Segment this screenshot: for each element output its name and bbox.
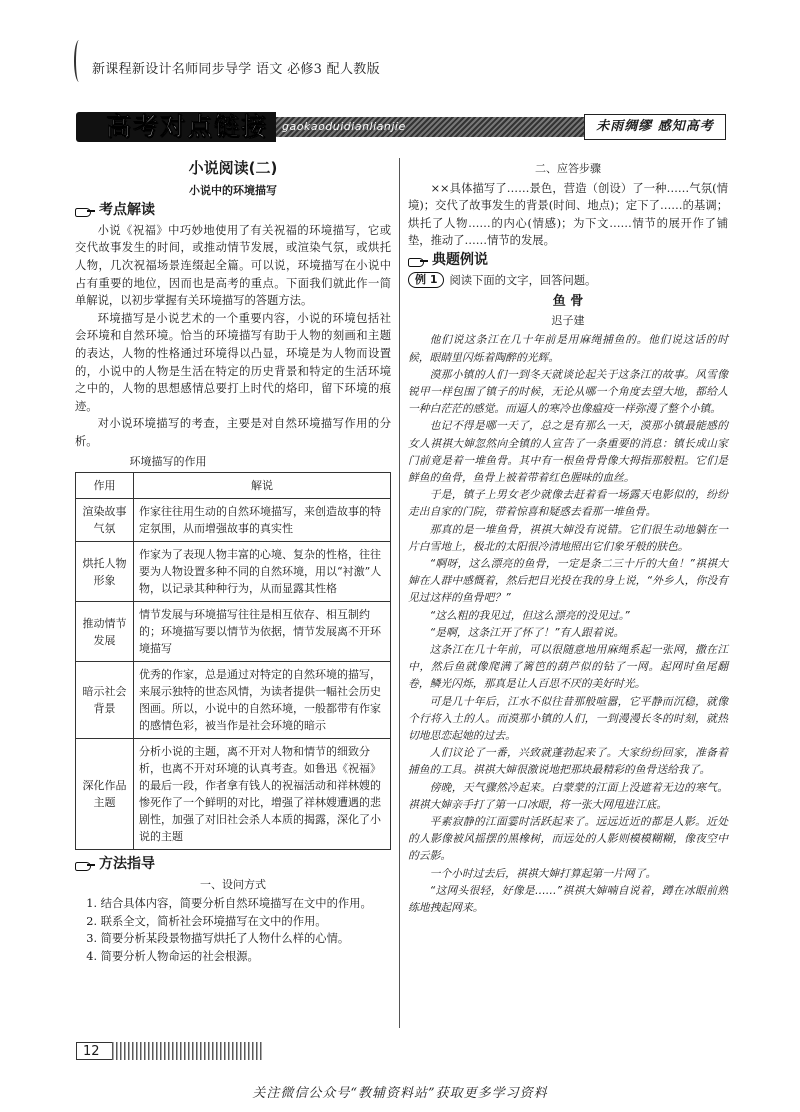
column-divider [399, 158, 400, 1028]
page-number: 12 [76, 1042, 112, 1060]
running-header: 新课程新设计名师同步导学 语文 必修3 配人教版 [92, 62, 380, 77]
example-intro [408, 272, 728, 290]
paragraph: 环境描写是小说艺术的一个重要内容，小说的环境包括社会环境和自然环境。恰当的环境描写有助于人物的刻画和主题的表达，人物的性格通过环境得以凸显，环境是为人物而设置的，小说中的人物是生活在特定的历史背景和特定的生活环境之中的，人物的思想感情总要打上时代的烙印，留下环境的痕迹。 [75, 311, 391, 413]
section-banner [76, 112, 726, 142]
story-paragraph: 一个小时过去后，祺祺大婶打算起第一片网了。 [429, 866, 657, 880]
story-paragraph: “是啊，这条江开了怀了！”有人跟着说。 [429, 625, 625, 639]
story-paragraph: “这网头很轻，好像是……”祺祺大婶喃自说着，蹲在冰眼前熟练地拽起网来。 [408, 883, 728, 915]
story-paragraph: 他们说这条江在几十年前是用麻绳捕鱼的。他们说这话的时候，眼睛里闪烁着陶醉的光辉。 [408, 333, 728, 364]
section-heading-text: 典题例说 [432, 251, 488, 268]
question-list [75, 895, 391, 965]
table-cell-role: 暗示社会背景 [76, 662, 134, 739]
table-cell-role: 推动情节发展 [76, 602, 134, 662]
right-column [408, 158, 728, 916]
story-title: 鱼 骨 [552, 294, 584, 310]
left-column [75, 158, 391, 966]
story-paragraph: 可是几十年后，江水不似往昔那般喧嚣，它平静而沉稳，就像个行将入土的人。而漠那小镇的人们，一到漫漫长冬的时刻，就热切地思恋起她的过去。 [408, 694, 728, 743]
table-row [76, 499, 391, 542]
story-paragraph: 那真的是一堆鱼骨，祺祺大婶没有说错。它们很生动地躺在一片白雪地上，极北的太阳很冷清地照出它们象牙般的肤色。 [408, 522, 728, 553]
footer-notice: 关注微信公众号“教辅资料站”获取更多学习资料 [252, 1086, 548, 1101]
story-paragraph: “这么粗的我见过，但这么漂亮的没见过。” [429, 608, 630, 622]
table-cell-role: 深化作品主题 [76, 739, 134, 850]
table-cell-role: 烘托人物形象 [76, 542, 134, 602]
section-heading-examples [408, 252, 728, 270]
banner-pinyin: gaokaoduidianlianjie [282, 120, 406, 133]
story-paragraph: 傍晚，天气骤然冷起来。白蒙蒙的江面上没遮着无边的寒气。祺祺大婶亲手打了第一口冰眼，将一张大网甩进江底。 [408, 780, 728, 811]
page-number-dotted-bar [112, 1042, 262, 1060]
story-paragraph: 漠那小镇的人们一到冬天就谈论起关于这条江的故事。风雪像锐甲一样包围了镇子的时候，无论从哪一个角度去望大地，都给人一种白茫茫的感觉。而逼人的寒冷也像瘟疫一样弥漫了整个小镇。 [408, 367, 728, 416]
example-badge: 例 1 [408, 272, 444, 288]
banner-slogan-box [584, 114, 726, 140]
list-item: 3. 简要分析某段景物描写烘托了人物什么样的心情。 [86, 932, 350, 946]
table-header-cell: 解说 [134, 473, 391, 499]
story-paragraph: 平素寂静的江面霎时活跃起来了。远远近近的都是人影。近处的人影像被风摇摆的黑橡树，而远处的人影则模模糊糊，像夜空中的云影。 [408, 815, 728, 863]
story-paragraph: “啊呀，这么漂亮的鱼骨，一定是条二三十斤的大鱼！”祺祺大婶在人群中感慨着，然后把目光投在我的身上说，“外乡人，你没有见过这样的鱼骨吧？” [408, 556, 728, 605]
section-heading-text: 考点解读 [99, 202, 155, 219]
story-paragraph: 人们议论了一番，兴致就蓬勃起来了。大家纷纷回家，准备着捕鱼的工具。祺祺大婶很激说地把那块最精彩的鱼骨送给我了。 [408, 746, 728, 777]
subsection-heading: 二、应答步骤 [535, 162, 601, 175]
answer-steps-paragraph: ××具体描写了……景色，营造（创设）了一种……气氛(情境)；交代了故事发生的背景(时间、地点)；定下了……的基调；烘托了人物……的内心(情感)；为下文……情节的展开作了铺垫，推动了……情节的发展。 [408, 181, 728, 248]
table-cell-desc: 作家往往用生动的自然环境描写，来创造故事的特定氛围，从而增强故事的真实性 [134, 499, 391, 542]
article-title: 小说阅读(二) [188, 159, 278, 177]
story-text [408, 331, 728, 916]
story-paragraph: 这条江在几十年前，可以很随意地用麻绳系起一张网，撒在江中，然后鱼就像爬满了篱笆的葫芦似的钻了一网。起网时鱼尾翻卷，鳞光闪烁，那真是让人百思不厌的美好时光。 [408, 643, 728, 691]
list-item: 2. 联系全文，简析社会环境描写在文中的作用。 [86, 914, 327, 928]
table-header-cell: 作用 [76, 473, 134, 499]
paragraph: 小说《祝福》中巧妙地使用了有关祝福的环境描写，它或交代故事发生的时间，或推动情节发展，或渲染气氛，或烘托人物，几次祝福场景连缀起全篇。可以说，环境描写在小说中占有重要的地位，因而也是高考的重点。下面我们就此作一简单解说，以初步掌握有关环境描写的答题方法。 [75, 223, 391, 308]
table-cell-role: 渲染故事气氛 [76, 499, 134, 542]
table-cell-desc: 优秀的作家，总是通过对特定的自然环境的描写，来展示独特的世态风情，为读者提供一幅社会历史图画。所以，小说中的自然环境，一般都带有作家的感情色彩，被当作是社会环境的暗示 [134, 662, 391, 739]
example-prompt: 阅读下面的文字，回答问题。 [449, 273, 597, 287]
story-author: 迟子建 [551, 313, 585, 327]
story-paragraph: 于是，镇子上男女老少就像去赶着看一场露天电影似的，纷纷走出自家的门院，带着惊喜和疑惑去看那一堆鱼骨。 [408, 488, 728, 519]
table-header-row [76, 473, 391, 499]
table-row [76, 542, 391, 602]
table-row [76, 602, 391, 662]
subsection-heading: 一、设问方式 [200, 877, 266, 891]
article-subtitle: 小说中的环境描写 [189, 183, 277, 197]
environment-function-table [75, 472, 391, 850]
list-item: 1. 结合具体内容，简要分析自然环境描写在文中的作用。 [86, 897, 372, 911]
header-bracket-decoration [74, 40, 84, 82]
table-cell-desc: 情节发展与环境描写往往是相互依存、相互制约的；环境描写要以情节为依据，情节发展离不开环境描写 [134, 602, 391, 662]
section-heading-text: 方法指导 [99, 856, 155, 873]
banner-title: 高考对点链接 [106, 112, 269, 141]
table-cell-desc: 分析小说的主题，离不开对人物和情节的细致分析，也离不开对环境的认真考查。如鲁迅《祝福》的最后一段，作者拿有钱人的祝福活动和祥林嫂的惨死作了一个鲜明的对比，增强了祥林嫂遭遇的悲剧性，加强了对旧社会杀人本质的揭露，深化了小说的主题 [134, 739, 391, 850]
pointing-hand-icon [408, 255, 428, 267]
table-cell-desc: 作家为了表现人物丰富的心境、复杂的性格，往往要为人物设置多种不同的自然环境，用以“衬激”人物，以记录其种种行为，从而显露其性格 [134, 542, 391, 602]
section-heading-method [75, 856, 391, 874]
paragraph: 对小说环境描写的考查，主要是对自然环境描写作用的分析。 [75, 417, 391, 448]
table-row [76, 739, 391, 850]
table-row [76, 662, 391, 739]
table-caption: 环境描写的作用 [129, 454, 207, 468]
pointing-hand-icon [75, 205, 95, 217]
pointing-hand-icon [75, 859, 95, 871]
section-heading-exam-points [75, 202, 391, 220]
banner-slogan: 未雨绸缪 感知高考 [596, 119, 714, 134]
story-paragraph: 也记不得是哪一天了，总之是有那么一天，漠那小镇最能感的女人祺祺大婶忽然向全镇的人宣告了一条重要的消息：镇长成山家门前竟是着一堆鱼骨。其中有一根鱼骨骨像大拇指那般粗。它们是鲜鱼的鱼骨，鱼骨上被着带着红色腥味的血丝。 [408, 419, 728, 484]
list-item: 4. 简要分析人物命运的社会根源。 [86, 950, 259, 964]
